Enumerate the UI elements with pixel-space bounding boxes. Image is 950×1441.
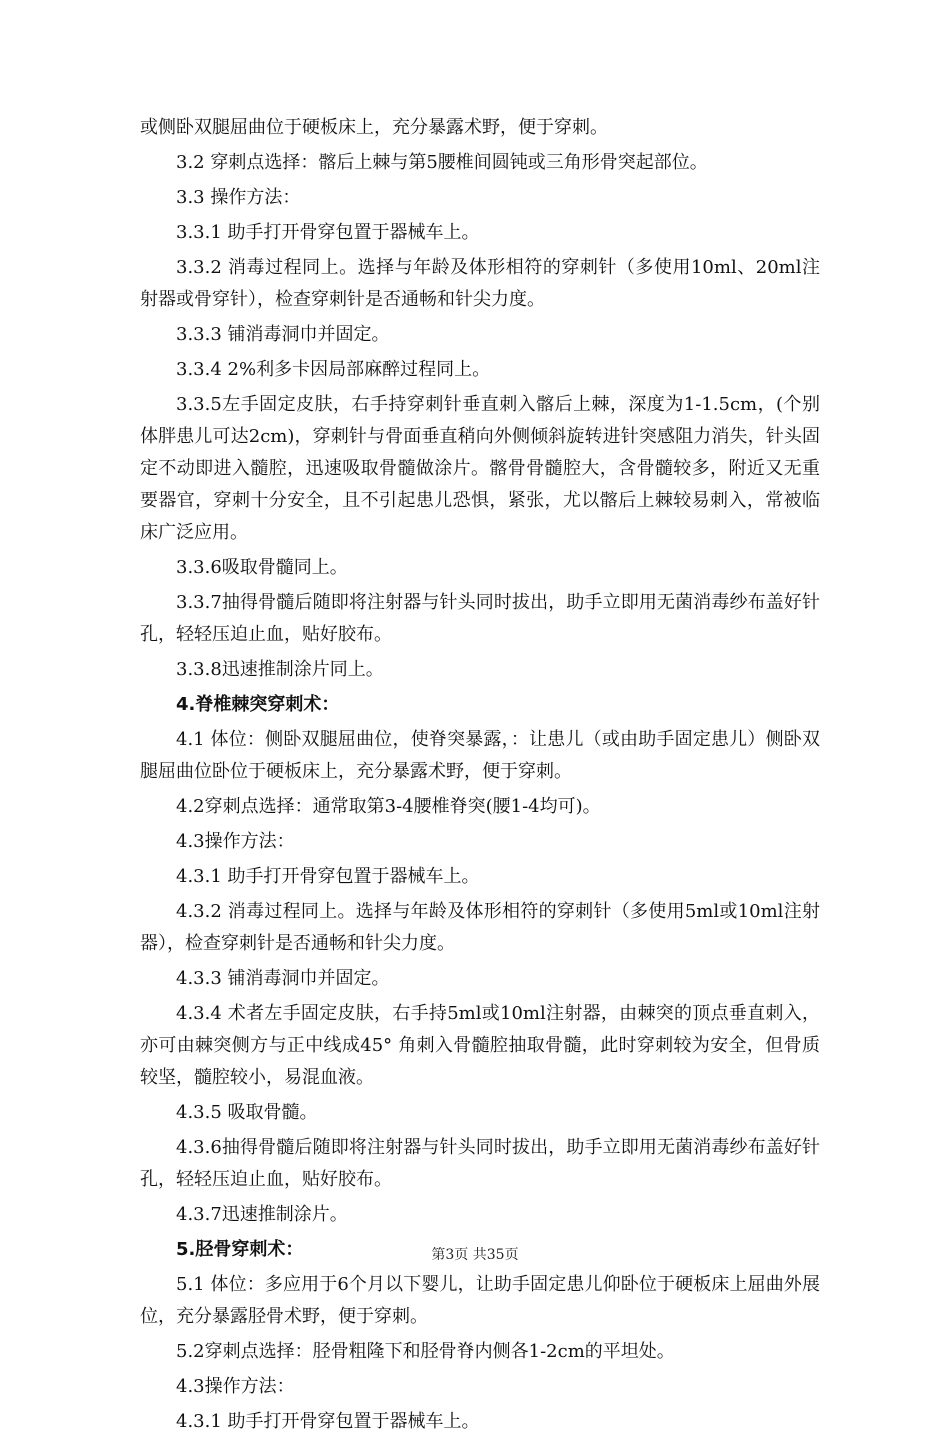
paragraph: 4.3.4 术者左手固定皮肤，右手持5ml或10ml注射器，由棘突的顶点垂直刺入，亦可由棘突侧方与正中线成45° 角刺入骨髓腔抽取骨髓，此时穿刺较为安全，但骨质较坚，髓腔较小，易混血液。 <box>140 1003 820 1088</box>
paragraph: 4.2穿刺点选择：通常取第3-4腰椎脊突(腰1-4均可)。 <box>176 796 601 817</box>
paragraph: 4.3.1 助手打开骨穿包置于器械车上。 <box>176 1411 480 1432</box>
paragraph: 3.3.5左手固定皮肤，右手持穿刺针垂直刺入髂后上棘，深度为1-1.5cm，(个别体胖患儿可达2cm)，穿刺针与骨面垂直稍向外侧倾斜旋转进针突感阻力消失，针头固定不动即进入髓腔，迅速吸取骨髓做涂片。髂骨骨髓腔大，含骨髓较多，附近又无重要器官，穿刺十分安全，且不引起患儿恐惧，紧张，尤以髂后上棘较易刺入，常被临床广泛应用。 <box>140 394 820 543</box>
paragraph: 3.3.2 消毒过程同上。选择与年龄及体形相符的穿刺针（多使用10ml、20ml注射器或骨穿针），检查穿刺针是否通畅和针尖力度。 <box>140 257 820 310</box>
paragraph: 4.3.7迅速推制涂片。 <box>176 1204 348 1225</box>
paragraph: 3.3.7抽得骨髓后随即将注射器与针头同时拔出，助手立即用无菌消毒纱布盖好针孔，轻轻压迫止血，贴好胶布。 <box>140 592 820 645</box>
paragraph: 4.3.3 铺消毒洞巾并固定。 <box>176 968 390 989</box>
paragraph: 4.1 体位：侧卧双腿屈曲位，使脊突暴露，：让患儿（或由助手固定患儿）侧卧双腿屈曲位卧位于硬板床上，充分暴露术野，便于穿刺。 <box>140 729 820 782</box>
paragraph: 4.3.6抽得骨髓后随即将注射器与针头同时拔出，助手立即用无菌消毒纱布盖好针孔，轻轻压迫止血，贴好胶布。 <box>140 1137 820 1190</box>
document-body <box>140 112 820 1441</box>
paragraph: 4.3操作方法： <box>176 1376 295 1397</box>
paragraph: 4.3.1 助手打开骨穿包置于器械车上。 <box>176 866 480 887</box>
paragraph: 5.1 体位：多应用于6个月以下婴儿，让助手固定患儿仰卧位于硬板床上屈曲外展位，充分暴露胫骨术野，便于穿刺。 <box>140 1274 820 1327</box>
paragraph: 3.3 操作方法： <box>176 187 301 208</box>
paragraph: 3.3.6吸取骨髓同上。 <box>176 557 348 578</box>
paragraph: 3.3.1 助手打开骨穿包置于器械车上。 <box>176 222 480 243</box>
paragraph: 或侧卧双腿屈曲位于硬板床上，充分暴露术野，便于穿刺。 <box>140 117 608 138</box>
paragraph: 4.3.5 吸取骨髓。 <box>176 1102 318 1123</box>
paragraph: 5.2穿刺点选择：胫骨粗隆下和胫骨脊内侧各1-2cm的平坦处。 <box>176 1341 675 1362</box>
paragraph: 3.3.8迅速推制涂片同上。 <box>176 659 384 680</box>
paragraph: 4.3操作方法： <box>176 831 295 852</box>
paragraph: 3.2 穿刺点选择：髂后上棘与第5腰椎间圆钝或三角形骨突起部位。 <box>176 152 708 173</box>
section-heading: 4.脊椎棘突穿刺术： <box>176 694 340 715</box>
paragraph: 4.3.2 消毒过程同上。选择与年龄及体形相符的穿刺针（多使用5ml或10ml注射器），检查穿刺针是否通畅和针尖力度。 <box>140 901 820 954</box>
paragraph: 3.3.4 2%利多卡因局部麻醉过程同上。 <box>176 359 491 380</box>
section-heading: 5.胫骨穿刺术： <box>176 1239 304 1260</box>
page-footer: 第3页 共35页 <box>431 1247 519 1263</box>
paragraph: 3.3.3 铺消毒洞巾并固定。 <box>176 324 390 345</box>
